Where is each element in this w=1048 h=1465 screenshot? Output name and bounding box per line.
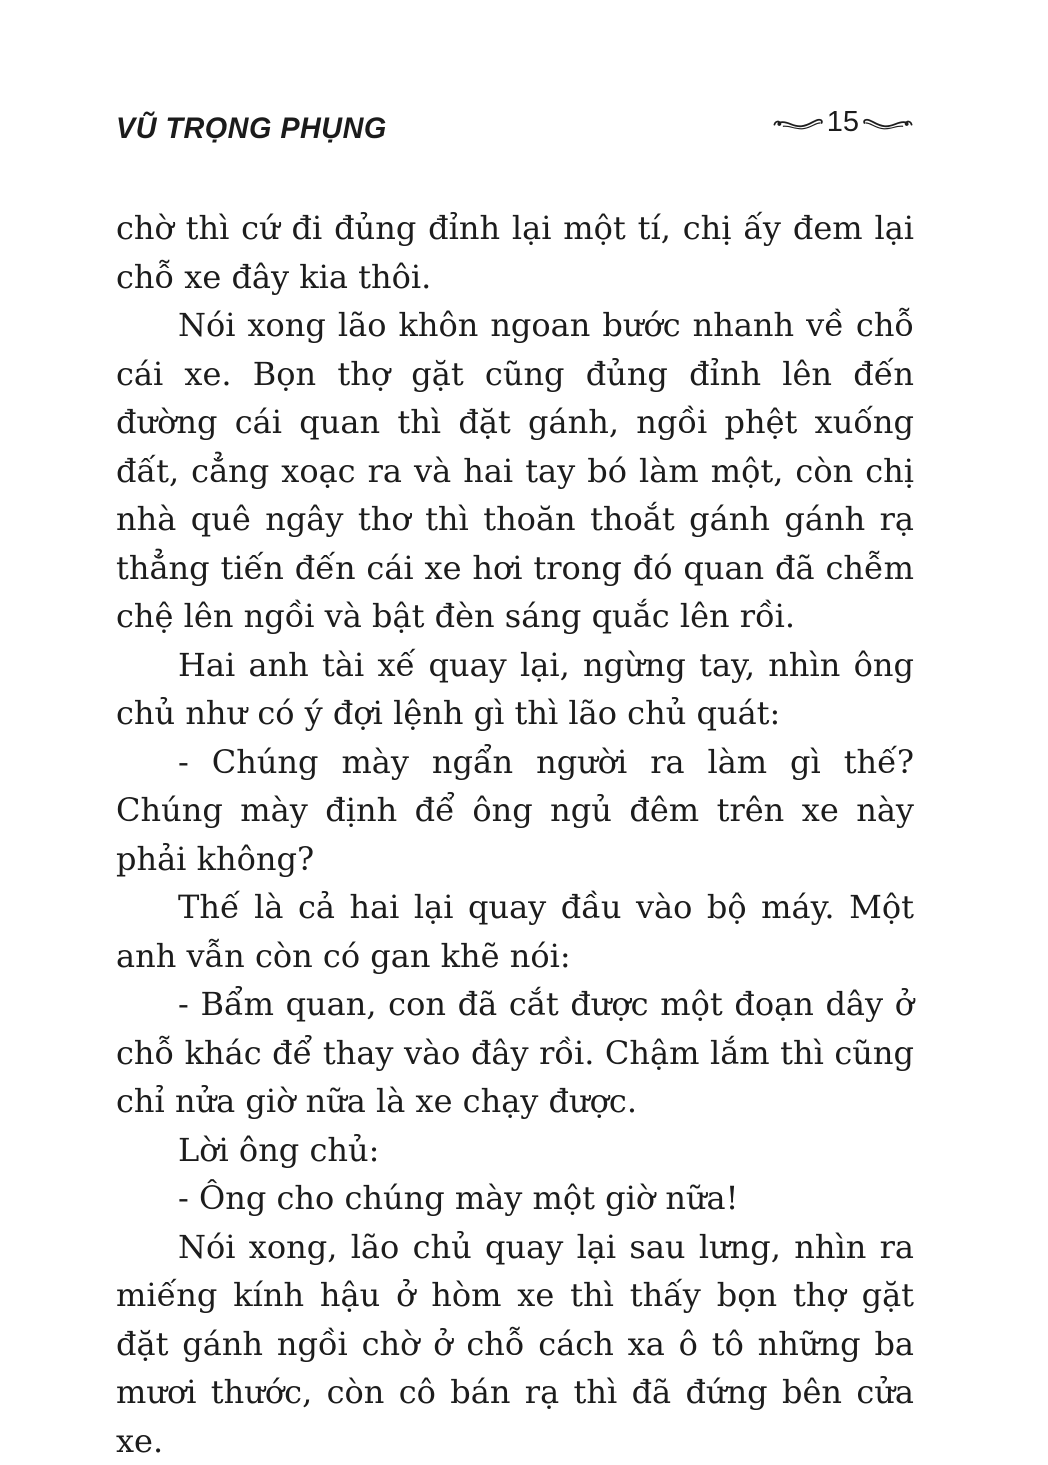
paragraph: - Ông cho chúng mày một giờ nữa! [178,1179,739,1217]
paragraph: chờ thì cứ đi đủng đỉnh lại một tí, chị ấy đem lại chỗ xe đây kia thôi. [116,209,914,296]
page-number: 15 [826,106,859,138]
swash-right-icon [862,113,914,133]
page-header [116,106,914,146]
swash-left-icon [772,113,824,133]
paragraph: - Chúng mày ngẩn người ra làm gì thế? Chúng mày định để ông ngủ đêm trên xe này phải không? [116,742,914,878]
page-number-ornament [772,108,914,137]
paragraph: Hai anh tài xế quay lại, ngừng tay, nhìn ông chủ như có ý đợi lệnh gì thì lão chủ quát: [116,645,914,732]
body-text [116,204,914,1465]
paragraph: Nói xong, lão chủ quay lại sau lưng, nhìn ra miếng kính hậu ở hòm xe thì thấy bọn thợ gặt đặt gánh ngồi chờ ở chỗ cách xa ô tô những ba mươi thước, còn cô bán rạ thì đã đứng bên cửa xe. [116,1227,914,1460]
paragraph: Lời ông chủ: [178,1130,380,1169]
author-name: VŨ TRỌNG PHỤNG [116,112,387,145]
paragraph: - Bẩm quan, con đã cắt được một đoạn dây ở chỗ khác để thay vào đây rồi. Chậm lắm thì cũng chỉ nửa giờ nữa là xe chạy được. [116,985,914,1120]
paragraph: Thế là cả hai lại quay đầu vào bộ máy. Một anh vẫn còn có gan khẽ nói: [116,888,914,975]
paragraph: Nói xong lão khôn ngoan bước nhanh về chỗ cái xe. Bọn thợ gặt cũng đủng đỉnh lên đến đường cái quan thì đặt gánh, ngồi phệt xuống đất, cẳng xoạc ra và hai tay bó làm một, còn chị nhà quê ngây thơ thì thoăn thoắt gánh gánh rạ thẳng tiến đến cái xe hơi trong đó quan đã chễm chệ lên ngồi và bật đèn sáng quắc lên rồi. [116,306,914,635]
